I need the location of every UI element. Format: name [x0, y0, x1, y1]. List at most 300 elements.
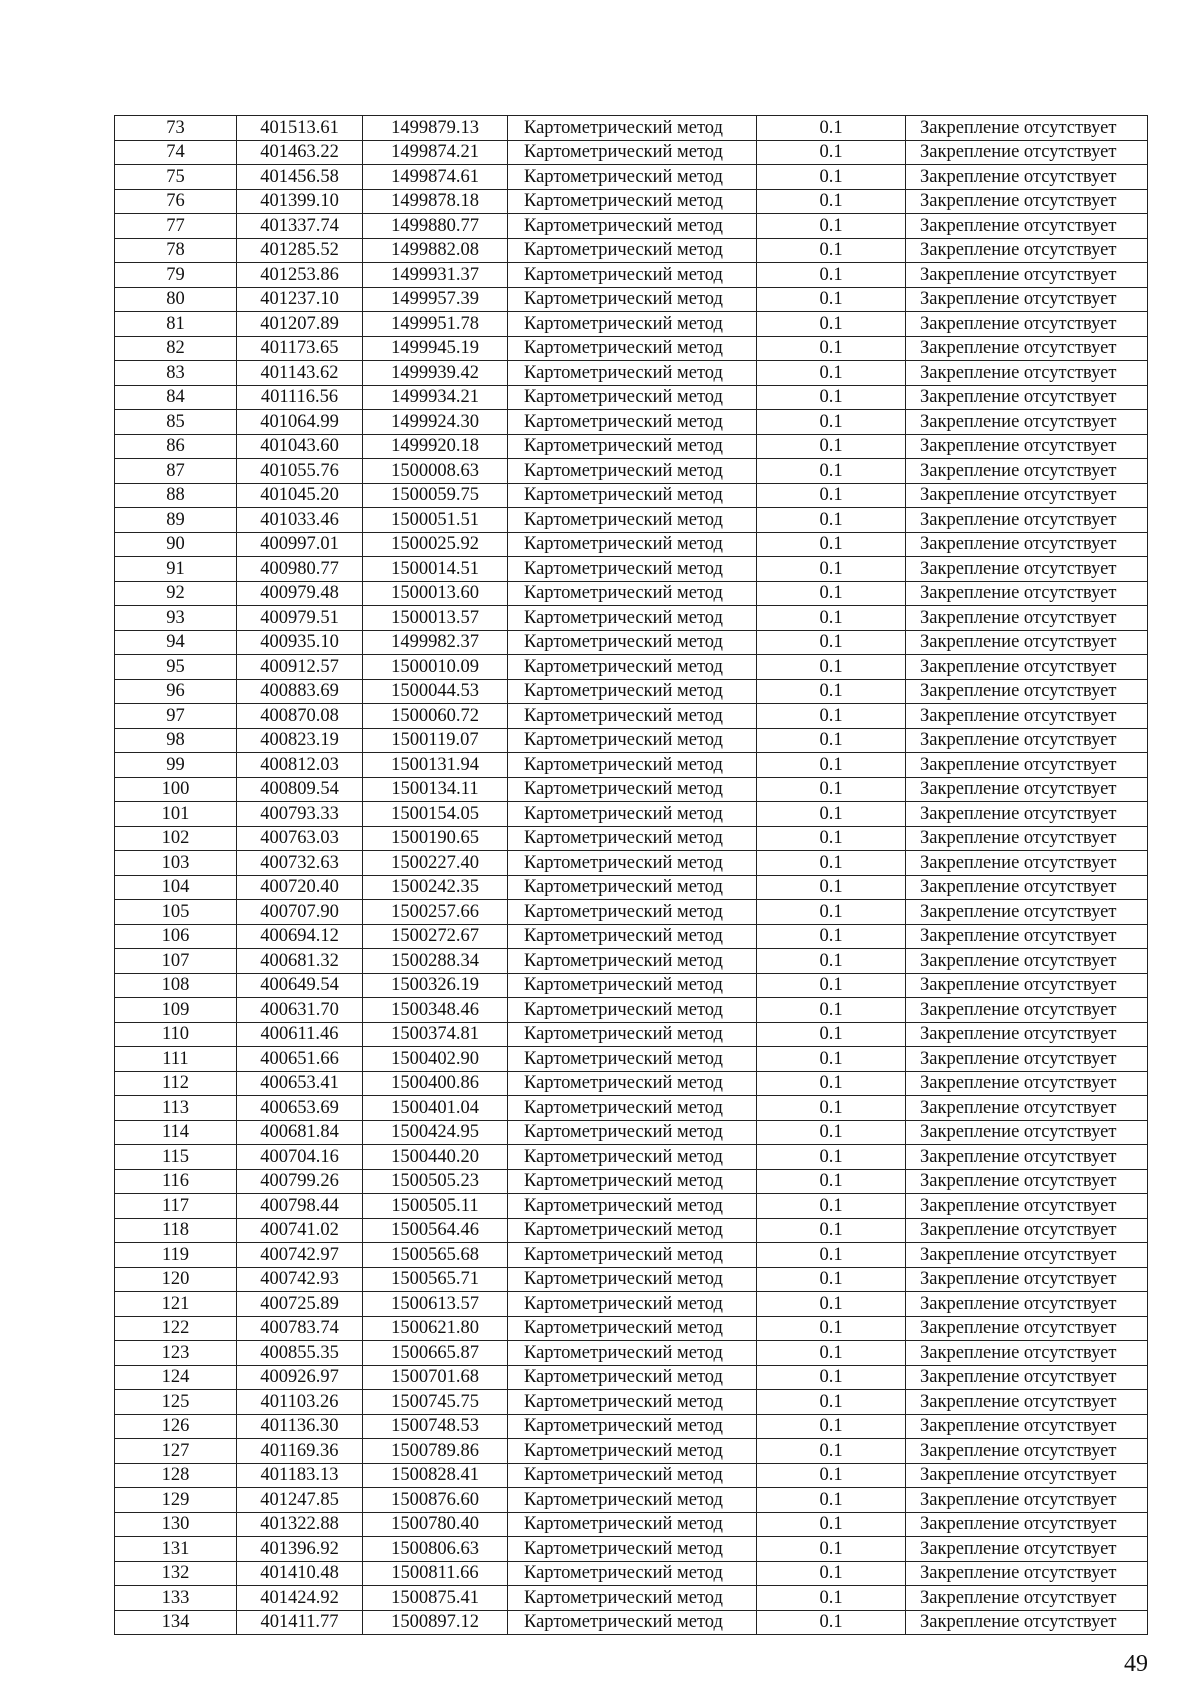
method-cell: Картометрический метод	[508, 1512, 757, 1537]
fixing-cell: Закрепление отсутствует	[906, 924, 1148, 949]
precision-cell: 0.1	[757, 1194, 906, 1219]
fixing-cell: Закрепление отсутствует	[906, 140, 1148, 165]
fixing-cell: Закрепление отсутствует	[906, 728, 1148, 753]
precision-cell: 0.1	[757, 1537, 906, 1562]
point-number-cell: 100	[115, 777, 237, 802]
fixing-cell: Закрепление отсутствует	[906, 361, 1148, 386]
x-coordinate-cell: 401207.89	[237, 312, 363, 337]
precision-cell: 0.1	[757, 385, 906, 410]
method-cell: Картометрический метод	[508, 777, 757, 802]
precision-cell: 0.1	[757, 851, 906, 876]
fixing-cell: Закрепление отсутствует	[906, 851, 1148, 876]
x-coordinate-cell: 400763.03	[237, 826, 363, 851]
fixing-cell: Закрепление отсутствует	[906, 1194, 1148, 1219]
x-coordinate-cell: 400912.57	[237, 655, 363, 680]
table-row	[115, 312, 1148, 337]
method-cell: Картометрический метод	[508, 949, 757, 974]
table-row	[115, 1292, 1148, 1317]
fixing-cell: Закрепление отсутствует	[906, 1096, 1148, 1121]
precision-cell: 0.1	[757, 140, 906, 165]
y-coordinate-cell: 1500806.63	[363, 1537, 508, 1562]
y-coordinate-cell: 1500044.53	[363, 679, 508, 704]
x-coordinate-cell: 401337.74	[237, 214, 363, 239]
point-number-cell: 85	[115, 410, 237, 435]
fixing-cell: Закрепление отсутствует	[906, 606, 1148, 631]
method-cell: Картометрический метод	[508, 1390, 757, 1415]
method-cell: Картометрический метод	[508, 900, 757, 925]
fixing-cell: Закрепление отсутствует	[906, 1488, 1148, 1513]
precision-cell: 0.1	[757, 949, 906, 974]
point-number-cell: 81	[115, 312, 237, 337]
table-row	[115, 557, 1148, 582]
point-number-cell: 118	[115, 1218, 237, 1243]
precision-cell: 0.1	[757, 826, 906, 851]
method-cell: Картометрический метод	[508, 1316, 757, 1341]
fixing-cell: Закрепление отсутствует	[906, 1145, 1148, 1170]
y-coordinate-cell: 1500190.65	[363, 826, 508, 851]
precision-cell: 0.1	[757, 165, 906, 190]
precision-cell: 0.1	[757, 655, 906, 680]
y-coordinate-cell: 1500242.35	[363, 875, 508, 900]
method-cell: Картометрический метод	[508, 1463, 757, 1488]
table-row	[115, 165, 1148, 190]
y-coordinate-cell: 1500402.90	[363, 1047, 508, 1072]
precision-cell: 0.1	[757, 900, 906, 925]
method-cell: Картометрический метод	[508, 1243, 757, 1268]
precision-cell: 0.1	[757, 557, 906, 582]
coordinates-table-body	[115, 116, 1148, 1635]
table-row	[115, 704, 1148, 729]
x-coordinate-cell: 400870.08	[237, 704, 363, 729]
point-number-cell: 130	[115, 1512, 237, 1537]
point-number-cell: 93	[115, 606, 237, 631]
precision-cell: 0.1	[757, 263, 906, 288]
x-coordinate-cell: 400649.54	[237, 973, 363, 998]
precision-cell: 0.1	[757, 1218, 906, 1243]
page-number: 49	[1124, 1651, 1148, 1677]
fixing-cell: Закрепление отсутствует	[906, 263, 1148, 288]
method-cell: Картометрический метод	[508, 1169, 757, 1194]
fixing-cell: Закрепление отсутствует	[906, 189, 1148, 214]
x-coordinate-cell: 400979.48	[237, 581, 363, 606]
x-coordinate-cell: 400704.16	[237, 1145, 363, 1170]
x-coordinate-cell: 400935.10	[237, 630, 363, 655]
table-row	[115, 1488, 1148, 1513]
precision-cell: 0.1	[757, 1561, 906, 1586]
precision-cell: 0.1	[757, 214, 906, 239]
table-row	[115, 1169, 1148, 1194]
method-cell: Картометрический метод	[508, 1120, 757, 1145]
fixing-cell: Закрепление отсутствует	[906, 557, 1148, 582]
precision-cell: 0.1	[757, 532, 906, 557]
y-coordinate-cell: 1500059.75	[363, 483, 508, 508]
table-row	[115, 1316, 1148, 1341]
point-number-cell: 80	[115, 287, 237, 312]
y-coordinate-cell: 1499878.18	[363, 189, 508, 214]
method-cell: Картометрический метод	[508, 287, 757, 312]
method-cell: Картометрический метод	[508, 826, 757, 851]
table-row	[115, 581, 1148, 606]
x-coordinate-cell: 401322.88	[237, 1512, 363, 1537]
x-coordinate-cell: 400707.90	[237, 900, 363, 925]
y-coordinate-cell: 1500272.67	[363, 924, 508, 949]
point-number-cell: 77	[115, 214, 237, 239]
point-number-cell: 132	[115, 1561, 237, 1586]
table-row	[115, 949, 1148, 974]
y-coordinate-cell: 1500505.23	[363, 1169, 508, 1194]
x-coordinate-cell: 400979.51	[237, 606, 363, 631]
y-coordinate-cell: 1500745.75	[363, 1390, 508, 1415]
precision-cell: 0.1	[757, 1047, 906, 1072]
fixing-cell: Закрепление отсутствует	[906, 1561, 1148, 1586]
y-coordinate-cell: 1499945.19	[363, 336, 508, 361]
method-cell: Картометрический метод	[508, 1610, 757, 1635]
point-number-cell: 96	[115, 679, 237, 704]
table-row	[115, 214, 1148, 239]
precision-cell: 0.1	[757, 630, 906, 655]
x-coordinate-cell: 401513.61	[237, 116, 363, 141]
table-row	[115, 826, 1148, 851]
x-coordinate-cell: 400694.12	[237, 924, 363, 949]
fixing-cell: Закрепление отсутствует	[906, 1292, 1148, 1317]
method-cell: Картометрический метод	[508, 973, 757, 998]
table-row	[115, 1243, 1148, 1268]
x-coordinate-cell: 400651.66	[237, 1047, 363, 1072]
method-cell: Картометрический метод	[508, 1218, 757, 1243]
x-coordinate-cell: 401055.76	[237, 459, 363, 484]
x-coordinate-cell: 401045.20	[237, 483, 363, 508]
method-cell: Картометрический метод	[508, 557, 757, 582]
method-cell: Картометрический метод	[508, 704, 757, 729]
y-coordinate-cell: 1500154.05	[363, 802, 508, 827]
y-coordinate-cell: 1500440.20	[363, 1145, 508, 1170]
x-coordinate-cell: 400732.63	[237, 851, 363, 876]
fixing-cell: Закрепление отсутствует	[906, 312, 1148, 337]
table-row	[115, 1537, 1148, 1562]
precision-cell: 0.1	[757, 1414, 906, 1439]
x-coordinate-cell: 400823.19	[237, 728, 363, 753]
precision-cell: 0.1	[757, 312, 906, 337]
table-row	[115, 1586, 1148, 1611]
point-number-cell: 109	[115, 998, 237, 1023]
method-cell: Картометрический метод	[508, 1022, 757, 1047]
point-number-cell: 92	[115, 581, 237, 606]
point-number-cell: 133	[115, 1586, 237, 1611]
y-coordinate-cell: 1499880.77	[363, 214, 508, 239]
method-cell: Картометрический метод	[508, 1439, 757, 1464]
table-row	[115, 655, 1148, 680]
precision-cell: 0.1	[757, 336, 906, 361]
fixing-cell: Закрепление отсутствует	[906, 116, 1148, 141]
fixing-cell: Закрепление отсутствует	[906, 655, 1148, 680]
table-row	[115, 287, 1148, 312]
precision-cell: 0.1	[757, 1096, 906, 1121]
method-cell: Картометрический метод	[508, 140, 757, 165]
fixing-cell: Закрепление отсутствует	[906, 1512, 1148, 1537]
table-row	[115, 189, 1148, 214]
y-coordinate-cell: 1500424.95	[363, 1120, 508, 1145]
fixing-cell: Закрепление отсутствует	[906, 532, 1148, 557]
x-coordinate-cell: 401064.99	[237, 410, 363, 435]
y-coordinate-cell: 1500401.04	[363, 1096, 508, 1121]
method-cell: Картометрический метод	[508, 1096, 757, 1121]
fixing-cell: Закрепление отсутствует	[906, 1537, 1148, 1562]
fixing-cell: Закрепление отсутствует	[906, 434, 1148, 459]
y-coordinate-cell: 1500665.87	[363, 1341, 508, 1366]
table-row	[115, 1267, 1148, 1292]
method-cell: Картометрический метод	[508, 851, 757, 876]
fixing-cell: Закрепление отсутствует	[906, 1390, 1148, 1415]
table-row	[115, 1145, 1148, 1170]
fixing-cell: Закрепление отсутствует	[906, 165, 1148, 190]
fixing-cell: Закрепление отсутствует	[906, 1218, 1148, 1243]
x-coordinate-cell: 400799.26	[237, 1169, 363, 1194]
fixing-cell: Закрепление отсутствует	[906, 385, 1148, 410]
fixing-cell: Закрепление отсутствует	[906, 1243, 1148, 1268]
precision-cell: 0.1	[757, 1610, 906, 1635]
method-cell: Картометрический метод	[508, 532, 757, 557]
y-coordinate-cell: 1500008.63	[363, 459, 508, 484]
method-cell: Картометрический метод	[508, 1267, 757, 1292]
precision-cell: 0.1	[757, 287, 906, 312]
fixing-cell: Закрепление отсутствует	[906, 1169, 1148, 1194]
point-number-cell: 83	[115, 361, 237, 386]
method-cell: Картометрический метод	[508, 728, 757, 753]
method-cell: Картометрический метод	[508, 336, 757, 361]
precision-cell: 0.1	[757, 581, 906, 606]
method-cell: Картометрический метод	[508, 1194, 757, 1219]
method-cell: Картометрический метод	[508, 1341, 757, 1366]
precision-cell: 0.1	[757, 1243, 906, 1268]
precision-cell: 0.1	[757, 924, 906, 949]
fixing-cell: Закрепление отсутствует	[906, 238, 1148, 263]
point-number-cell: 91	[115, 557, 237, 582]
fixing-cell: Закрепление отсутствует	[906, 1047, 1148, 1072]
table-row	[115, 1610, 1148, 1635]
table-row	[115, 924, 1148, 949]
point-number-cell: 115	[115, 1145, 237, 1170]
precision-cell: 0.1	[757, 1292, 906, 1317]
y-coordinate-cell: 1500400.86	[363, 1071, 508, 1096]
precision-cell: 0.1	[757, 1267, 906, 1292]
point-number-cell: 94	[115, 630, 237, 655]
point-number-cell: 73	[115, 116, 237, 141]
x-coordinate-cell: 401411.77	[237, 1610, 363, 1635]
table-row	[115, 1512, 1148, 1537]
x-coordinate-cell: 400742.93	[237, 1267, 363, 1292]
method-cell: Картометрический метод	[508, 312, 757, 337]
fixing-cell: Закрепление отсутствует	[906, 1414, 1148, 1439]
table-row	[115, 851, 1148, 876]
precision-cell: 0.1	[757, 1488, 906, 1513]
fixing-cell: Закрепление отсутствует	[906, 1341, 1148, 1366]
y-coordinate-cell: 1499951.78	[363, 312, 508, 337]
point-number-cell: 98	[115, 728, 237, 753]
x-coordinate-cell: 400980.77	[237, 557, 363, 582]
table-row	[115, 483, 1148, 508]
point-number-cell: 103	[115, 851, 237, 876]
method-cell: Картометрический метод	[508, 1145, 757, 1170]
x-coordinate-cell: 400681.32	[237, 949, 363, 974]
method-cell: Картометрический метод	[508, 1414, 757, 1439]
method-cell: Картометрический метод	[508, 581, 757, 606]
table-row	[115, 1096, 1148, 1121]
y-coordinate-cell: 1500131.94	[363, 753, 508, 778]
point-number-cell: 120	[115, 1267, 237, 1292]
precision-cell: 0.1	[757, 238, 906, 263]
y-coordinate-cell: 1500051.51	[363, 508, 508, 533]
method-cell: Картометрический метод	[508, 483, 757, 508]
table-row	[115, 1341, 1148, 1366]
point-number-cell: 82	[115, 336, 237, 361]
x-coordinate-cell: 401463.22	[237, 140, 363, 165]
precision-cell: 0.1	[757, 998, 906, 1023]
table-row	[115, 1022, 1148, 1047]
x-coordinate-cell: 400725.89	[237, 1292, 363, 1317]
precision-cell: 0.1	[757, 728, 906, 753]
precision-cell: 0.1	[757, 1145, 906, 1170]
table-row	[115, 1120, 1148, 1145]
precision-cell: 0.1	[757, 1169, 906, 1194]
y-coordinate-cell: 1500565.71	[363, 1267, 508, 1292]
table-row	[115, 508, 1148, 533]
fixing-cell: Закрепление отсутствует	[906, 949, 1148, 974]
x-coordinate-cell: 400798.44	[237, 1194, 363, 1219]
precision-cell: 0.1	[757, 459, 906, 484]
y-coordinate-cell: 1499920.18	[363, 434, 508, 459]
point-number-cell: 117	[115, 1194, 237, 1219]
x-coordinate-cell: 401033.46	[237, 508, 363, 533]
point-number-cell: 90	[115, 532, 237, 557]
x-coordinate-cell: 401399.10	[237, 189, 363, 214]
method-cell: Картометрический метод	[508, 655, 757, 680]
precision-cell: 0.1	[757, 116, 906, 141]
table-row	[115, 1194, 1148, 1219]
precision-cell: 0.1	[757, 704, 906, 729]
x-coordinate-cell: 401143.62	[237, 361, 363, 386]
x-coordinate-cell: 400926.97	[237, 1365, 363, 1390]
point-number-cell: 102	[115, 826, 237, 851]
table-row	[115, 238, 1148, 263]
point-number-cell: 129	[115, 1488, 237, 1513]
fixing-cell: Закрепление отсутствует	[906, 1610, 1148, 1635]
precision-cell: 0.1	[757, 875, 906, 900]
point-number-cell: 99	[115, 753, 237, 778]
precision-cell: 0.1	[757, 1463, 906, 1488]
table-row	[115, 1071, 1148, 1096]
table-row	[115, 1439, 1148, 1464]
point-number-cell: 76	[115, 189, 237, 214]
fixing-cell: Закрепление отсутствует	[906, 1071, 1148, 1096]
fixing-cell: Закрепление отсутствует	[906, 214, 1148, 239]
y-coordinate-cell: 1500025.92	[363, 532, 508, 557]
precision-cell: 0.1	[757, 1316, 906, 1341]
table-row	[115, 1463, 1148, 1488]
point-number-cell: 84	[115, 385, 237, 410]
table-row	[115, 802, 1148, 827]
y-coordinate-cell: 1500748.53	[363, 1414, 508, 1439]
method-cell: Картометрический метод	[508, 679, 757, 704]
table-row	[115, 361, 1148, 386]
table-row	[115, 998, 1148, 1023]
fixing-cell: Закрепление отсутствует	[906, 1316, 1148, 1341]
precision-cell: 0.1	[757, 361, 906, 386]
y-coordinate-cell: 1499874.61	[363, 165, 508, 190]
y-coordinate-cell: 1499982.37	[363, 630, 508, 655]
method-cell: Картометрический метод	[508, 410, 757, 435]
precision-cell: 0.1	[757, 483, 906, 508]
precision-cell: 0.1	[757, 189, 906, 214]
y-coordinate-cell: 1499934.21	[363, 385, 508, 410]
method-cell: Картометрический метод	[508, 1292, 757, 1317]
fixing-cell: Закрепление отсутствует	[906, 483, 1148, 508]
y-coordinate-cell: 1500828.41	[363, 1463, 508, 1488]
y-coordinate-cell: 1500701.68	[363, 1365, 508, 1390]
table-row	[115, 116, 1148, 141]
y-coordinate-cell: 1500134.11	[363, 777, 508, 802]
table-row	[115, 777, 1148, 802]
fixing-cell: Закрепление отсутствует	[906, 1120, 1148, 1145]
x-coordinate-cell: 400653.69	[237, 1096, 363, 1121]
fixing-cell: Закрепление отсутствует	[906, 900, 1148, 925]
x-coordinate-cell: 400631.70	[237, 998, 363, 1023]
precision-cell: 0.1	[757, 410, 906, 435]
method-cell: Картометрический метод	[508, 1561, 757, 1586]
table-row	[115, 630, 1148, 655]
point-number-cell: 110	[115, 1022, 237, 1047]
x-coordinate-cell: 401396.92	[237, 1537, 363, 1562]
point-number-cell: 106	[115, 924, 237, 949]
table-row	[115, 336, 1148, 361]
table-row	[115, 1414, 1148, 1439]
point-number-cell: 88	[115, 483, 237, 508]
y-coordinate-cell: 1500010.09	[363, 655, 508, 680]
y-coordinate-cell: 1499957.39	[363, 287, 508, 312]
method-cell: Картометрический метод	[508, 924, 757, 949]
point-number-cell: 105	[115, 900, 237, 925]
x-coordinate-cell: 400653.41	[237, 1071, 363, 1096]
precision-cell: 0.1	[757, 753, 906, 778]
x-coordinate-cell: 400793.33	[237, 802, 363, 827]
precision-cell: 0.1	[757, 973, 906, 998]
point-number-cell: 86	[115, 434, 237, 459]
point-number-cell: 75	[115, 165, 237, 190]
table-row	[115, 1390, 1148, 1415]
point-number-cell: 124	[115, 1365, 237, 1390]
table-row	[115, 679, 1148, 704]
method-cell: Картометрический метод	[508, 434, 757, 459]
table-row	[115, 385, 1148, 410]
point-number-cell: 116	[115, 1169, 237, 1194]
y-coordinate-cell: 1500876.60	[363, 1488, 508, 1513]
point-number-cell: 114	[115, 1120, 237, 1145]
point-number-cell: 131	[115, 1537, 237, 1562]
point-number-cell: 89	[115, 508, 237, 533]
method-cell: Картометрический метод	[508, 998, 757, 1023]
fixing-cell: Закрепление отсутствует	[906, 998, 1148, 1023]
x-coordinate-cell: 401183.13	[237, 1463, 363, 1488]
y-coordinate-cell: 1499924.30	[363, 410, 508, 435]
y-coordinate-cell: 1500505.11	[363, 1194, 508, 1219]
y-coordinate-cell: 1500374.81	[363, 1022, 508, 1047]
x-coordinate-cell: 401237.10	[237, 287, 363, 312]
point-number-cell: 134	[115, 1610, 237, 1635]
point-number-cell: 87	[115, 459, 237, 484]
method-cell: Картометрический метод	[508, 875, 757, 900]
y-coordinate-cell: 1499939.42	[363, 361, 508, 386]
x-coordinate-cell: 401456.58	[237, 165, 363, 190]
x-coordinate-cell: 400855.35	[237, 1341, 363, 1366]
